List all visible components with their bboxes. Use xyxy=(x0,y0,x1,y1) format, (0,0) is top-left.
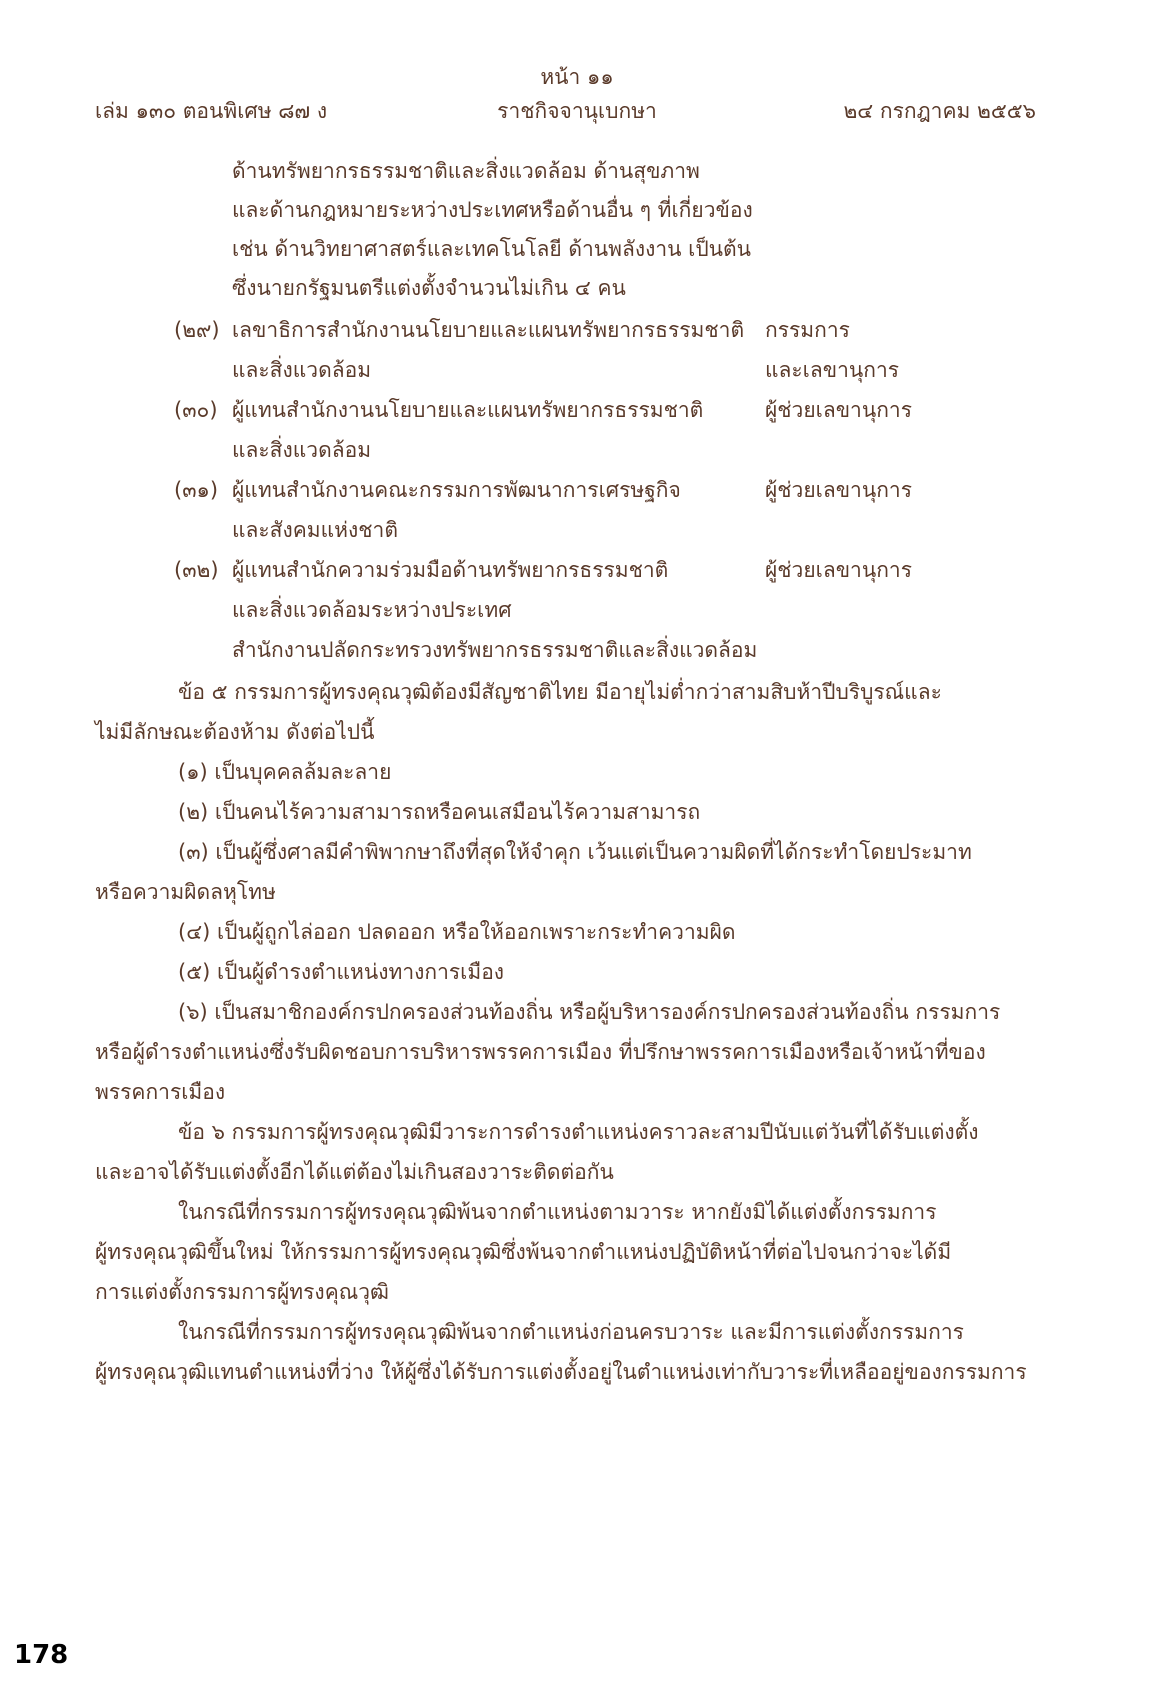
prohibition-item: (๓) เป็นผู้ซึ่งศาลมีคำพิพากษาถึงที่สุดให้จำคุก เว้นแต่เป็นความผิดที่ได้กระทำโดยประมาท xyxy=(178,840,972,864)
prohibition-item: (๒) เป็นคนไร้ความสามารถหรือคนเสมือนไร้ความสามารถ xyxy=(178,800,701,824)
member-name-cont: สำนักงานปลัดกระทรวงทรัพยากรธรรมชาติและสิ่งแวดล้อม xyxy=(232,638,758,662)
intro-line: ด้านทรัพยากรธรรมชาติและสิ่งแวดล้อม ด้านสุขภาพ xyxy=(232,159,700,183)
member-name-cont: และสิ่งแวดล้อม xyxy=(232,438,372,462)
prohibition-item-cont: พรรคการเมือง xyxy=(95,1080,226,1104)
publication-date: ๒๔ กรกฎาคม ๒๕๕๖ xyxy=(843,99,1036,123)
page-number-label: หน้า ๑๑ xyxy=(540,65,614,89)
member-name: เลขาธิการสำนักงานนโยบายและแผนทรัพยากรธรรมชาติ xyxy=(232,318,745,342)
article-6-text: ผู้ทรงคุณวุฒิแทนตำแหน่งที่ว่าง ให้ผู้ซึ่งได้รับการแต่งตั้งอยู่ในตำแหน่งเท่ากับวาระที่เหลืออยู่ของกรรมการ xyxy=(95,1360,1027,1384)
prohibition-item: (๑) เป็นบุคคลล้มละลาย xyxy=(178,760,392,784)
member-role: ผู้ช่วยเลขานุการ xyxy=(765,398,912,422)
intro-line: เช่น ด้านวิทยาศาสตร์และเทคโนโลยี ด้านพลังงาน เป็นต้น xyxy=(232,237,752,261)
article-6-text: การแต่งตั้งกรรมการผู้ทรงคุณวุฒิ xyxy=(95,1280,389,1304)
prohibition-item-cont: หรือความผิดลหุโทษ xyxy=(95,880,276,904)
prohibition-item-cont: หรือผู้ดำรงตำแหน่งซึ่งรับผิดชอบการบริหารพรรคการเมือง ที่ปรึกษาพรรคการเมืองหรือเจ้าหน้าที่ของ xyxy=(95,1040,986,1064)
member-name-cont: และสิ่งแวดล้อม xyxy=(232,358,372,382)
article-6-heading: ข้อ ๖ กรรมการผู้ทรงคุณวุฒิมีวาระการดำรงตำแหน่งคราวละสามปีนับแต่วันที่ได้รับแต่งตั้ง xyxy=(178,1120,979,1144)
member-number: (๒๙) xyxy=(174,318,220,342)
article-6-text: ในกรณีที่กรรมการผู้ทรงคุณวุฒิพ้นจากตำแหน่งก่อนครบวาระ และมีการแต่งตั้งกรรมการ xyxy=(178,1320,964,1344)
intro-line: ซึ่งนายกรัฐมนตรีแต่งตั้งจำนวนไม่เกิน ๔ คน xyxy=(232,276,626,300)
member-role: ผู้ช่วยเลขานุการ xyxy=(765,478,912,502)
member-role: ผู้ช่วยเลขานุการ xyxy=(765,558,912,582)
article-6-text: และอาจได้รับแต่งตั้งอีกได้แต่ต้องไม่เกินสองวาระติดต่อกัน xyxy=(95,1160,614,1184)
member-number: (๓๒) xyxy=(174,558,219,582)
publication-title: ราชกิจจานุเบกษา xyxy=(497,99,657,123)
article-6-text: ในกรณีที่กรรมการผู้ทรงคุณวุฒิพ้นจากตำแหน่งตามวาระ หากยังมิได้แต่งตั้งกรรมการ xyxy=(178,1200,937,1224)
member-role-cont: และเลขานุการ xyxy=(765,358,900,382)
member-number: (๓๑) xyxy=(174,478,219,502)
article-5-heading: ข้อ ๕ กรรมการผู้ทรงคุณวุฒิต้องมีสัญชาติไทย มีอายุไม่ต่ำกว่าสามสิบห้าปีบริบูรณ์และ xyxy=(178,680,942,704)
article-6-text: ผู้ทรงคุณวุฒิขึ้นใหม่ ให้กรรมการผู้ทรงคุณวุฒิซึ่งพ้นจากตำแหน่งปฏิบัติหน้าที่ต่อไปจนกว่าจะได้มี xyxy=(95,1240,952,1264)
prohibition-item: (๕) เป็นผู้ดำรงตำแหน่งทางการเมือง xyxy=(178,960,505,984)
prohibition-item: (๖) เป็นสมาชิกองค์กรปกครองส่วนท้องถิ่น หรือผู้บริหารองค์กรปกครองส่วนท้องถิ่น กรรมการ xyxy=(178,1000,1001,1024)
member-name: ผู้แทนสำนักความร่วมมือด้านทรัพยากรธรรมชาติ xyxy=(232,558,669,582)
book-page-number: 178 xyxy=(14,1640,69,1670)
member-name-cont: และสังคมแห่งชาติ xyxy=(232,518,398,542)
member-name: ผู้แทนสำนักงานนโยบายและแผนทรัพยากรธรรมชาติ xyxy=(232,398,704,422)
member-name: ผู้แทนสำนักงานคณะกรรมการพัฒนาการเศรษฐกิจ xyxy=(232,478,681,502)
article-5-text: ไม่มีลักษณะต้องห้าม ดังต่อไปนี้ xyxy=(95,720,375,744)
member-name-cont: และสิ่งแวดล้อมระหว่างประเทศ xyxy=(232,598,512,622)
volume-label: เล่ม ๑๓๐ ตอนพิเศษ ๘๗ ง xyxy=(95,99,328,123)
intro-line: และด้านกฎหมายระหว่างประเทศหรือด้านอื่น ๆ ที่เกี่ยวข้อง xyxy=(232,198,753,222)
prohibition-item: (๔) เป็นผู้ถูกไล่ออก ปลดออก หรือให้ออกเพราะกระทำความผิด xyxy=(178,920,736,944)
member-number: (๓๐) xyxy=(174,398,218,422)
member-role: กรรมการ xyxy=(765,318,850,342)
